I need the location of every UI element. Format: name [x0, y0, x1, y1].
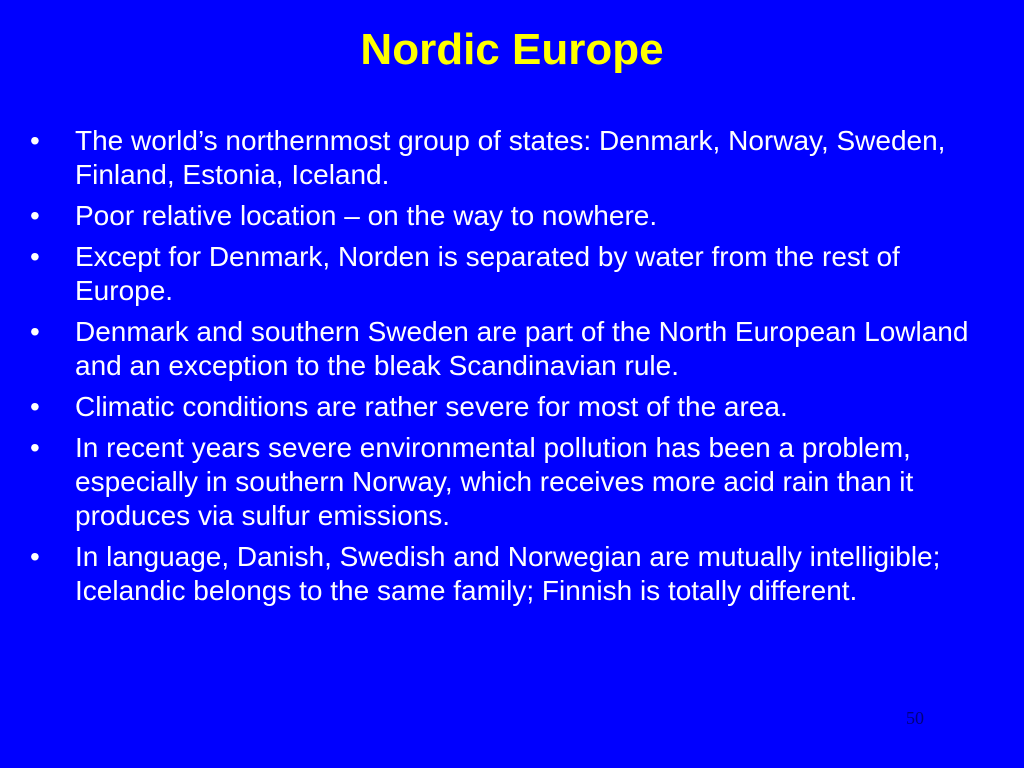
- bullet-dot-icon: •: [30, 241, 40, 272]
- bullet-text: The world’s northernmost group of states: Denmark, Norway, Sweden, Finland, Estonia, Iceland.: [75, 125, 946, 190]
- bullet-dot-icon: •: [30, 316, 40, 347]
- slide-title: Nordic Europe: [360, 25, 664, 74]
- bullet-item: [30, 199, 990, 233]
- bullet-item: [30, 315, 990, 383]
- bullet-text: Except for Denmark, Norden is separated by water from the rest of Europe.: [75, 241, 900, 306]
- bullet-item: [30, 390, 990, 424]
- bullet-dot-icon: •: [30, 200, 40, 231]
- bullet-text: Poor relative location – on the way to nowhere.: [75, 200, 658, 231]
- bullet-list: [30, 124, 990, 615]
- bullet-dot-icon: •: [30, 432, 40, 463]
- bullet-item: [30, 240, 990, 308]
- bullet-item: [30, 431, 990, 533]
- bullet-dot-icon: •: [30, 541, 40, 572]
- bullet-dot-icon: •: [30, 125, 40, 156]
- page-number: 50: [906, 708, 924, 728]
- bullet-item: [30, 540, 990, 608]
- bullet-text: Climatic conditions are rather severe for most of the area.: [75, 391, 788, 422]
- bullet-text: In language, Danish, Swedish and Norwegian are mutually intelligible; Icelandic belongs to the same family; Finnish is totally different.: [75, 541, 941, 606]
- bullet-text: Denmark and southern Sweden are part of the North European Lowland and an exception to the bleak Scandinavian rule.: [75, 316, 969, 381]
- bullet-text: In recent years severe environmental pollution has been a problem, especially in southern Norway, which receives more acid rain than it produces via sulfur emissions.: [75, 432, 914, 531]
- bullet-item: [30, 124, 990, 192]
- bullet-dot-icon: •: [30, 391, 40, 422]
